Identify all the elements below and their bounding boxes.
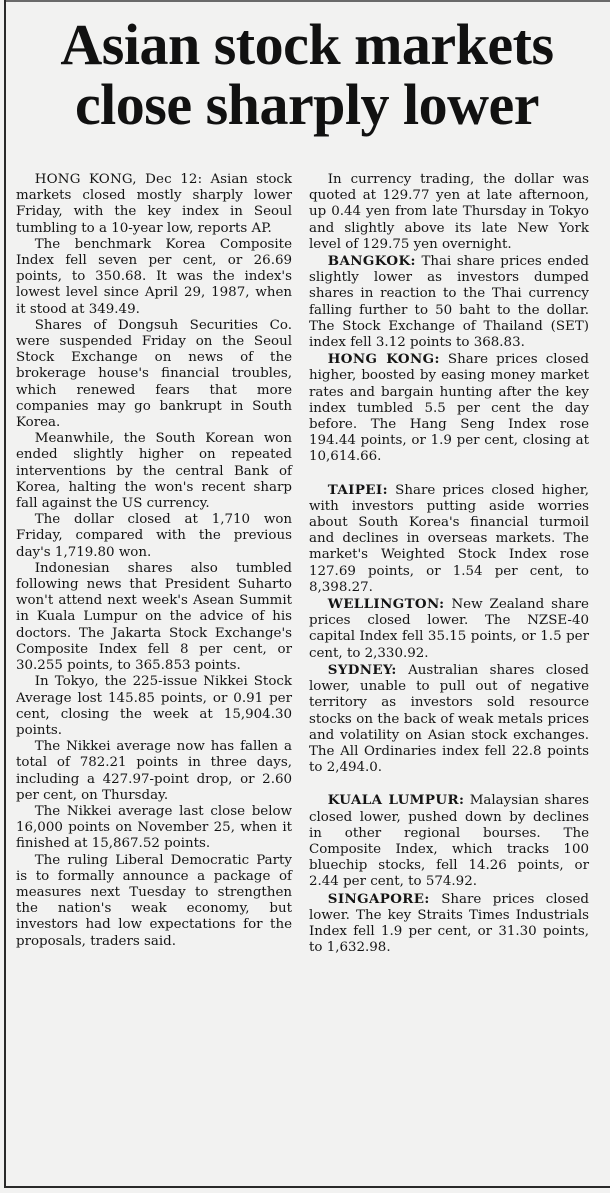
market-report-singapore: [309, 891, 589, 957]
city-label: BANGKOK:: [327, 253, 416, 270]
article-column-right: [309, 172, 589, 956]
market-report-taipei: [309, 482, 589, 596]
market-report-sydney: [309, 662, 589, 776]
market-report-hong-kong: [309, 351, 589, 465]
article-paragraph: In Tokyo, the 225-issue Nikkei Stock Average lost 145.85 points, or 0.91 per cent, closing the week at 15,904.30 points.: [16, 674, 292, 738]
article-paragraph: The dollar closed at 1,710 won Friday, compared with the previous day's 1,719.80 won.: [16, 512, 292, 560]
article-paragraph: Meanwhile, the South Korean won ended slightly higher on repeated interventions by the central Bank of Korea, halting the won's recent sharp fall against the US currency.: [16, 431, 292, 512]
paragraph-text: Asian stock markets closed mostly sharply lower Friday, with the key index in Seoul tumbling to a 10-year low, reports AP.: [16, 172, 292, 236]
bottom-border-rule: [4, 1186, 610, 1188]
paragraph-text: Malaysian shares closed lower, pushed down by declines in other regional bourses. The Composite Index, which tracks 100 bluechip stocks, fell 14.26 points, or 2.44 per cent, to 574.92.: [309, 793, 589, 890]
market-report-kuala-lumpur: [309, 792, 589, 890]
market-report-bangkok: [309, 253, 589, 351]
article-paragraph: The benchmark Korea Composite Index fell seven per cent, or 26.69 points, to 350.68. It was the index's lowest level since April 29, 1987, when it stood at 349.49.: [16, 236, 292, 317]
city-label: HONG KONG:: [327, 351, 440, 368]
paragraph-text: New Zealand share prices closed lower. The NZSE-40 capital Index fell 35.15 points, or 1.5 per cent, to 2,330.92.: [309, 597, 589, 661]
city-label: WELLINGTON:: [327, 596, 445, 613]
paragraph-text: Thai share prices ended slightly lower as investors dumped shares in reaction to the Thai currency falling further to 50 baht to the dollar. The Stock Exchange of Thailand (SET) index fell 3.12 points to 368.83.: [309, 254, 589, 351]
city-label: TAIPEI:: [327, 481, 388, 498]
paragraph-text: Share prices closed lower. The key Straits Times Industrials Index fell 1.9 per cent, or 31.30 points, to 1,632.98.: [309, 891, 589, 956]
article-paragraph: The Nikkei average now has fallen a total of 782.21 points in three days, including a 427.97-point drop, or 2.60 per cent, on Thursday.: [16, 739, 292, 803]
article-paragraph: Indonesian shares also tumbled following news that President Suharto won't attend next week's Asean Summit in Kuala Lumpur on the advice of his doctors. The Jakarta Stock Exchange's Composite Index fell 8 per cent, or 30.255 points, to 365.853 points.: [16, 560, 292, 674]
dateline: HONG KONG, Dec 12:: [34, 172, 203, 187]
article-column-left: [16, 172, 292, 950]
article-paragraph: The Nikkei average last close below 16,000 points on November 25, when it finished at 15,867.52 points.: [16, 803, 292, 852]
paragraph-text: Australian shares closed lower, unable to pull out of negative territory as investors sold resource stocks on the back of weak metals prices and volatility on Asian stock exchanges. The All Ordinaries index fell 22.8 points to 2,494.0.: [309, 662, 589, 776]
article-paragraph: [16, 172, 292, 237]
city-label: SYDNEY:: [327, 661, 397, 678]
headline-line-2: close sharply lower: [74, 72, 540, 137]
paragraph-text: Share prices closed higher, boosted by easing money market rates and bargain hunting after the key index tumbled 5.5 per cent the day before. The Hang Seng Index rose 194.44 points, or 1.9 per cent, closing at 10,614.66.: [309, 352, 589, 465]
article-paragraph: In currency trading, the dollar was quoted at 129.77 yen at late afternoon, up 0.44 yen from late Thursday in Tokyo and slightly above its late New York level of 129.75 yen overnight.: [309, 172, 589, 252]
top-border-rule: [4, 0, 610, 2]
headline-line-1: Asian stock markets: [60, 12, 554, 77]
city-label: SINGAPORE:: [327, 890, 430, 907]
paragraph-text: Share prices closed higher, with investors putting aside worries about South Korea's financial turmoil and declines in overseas markets. The market's Weighted Stock Index rose 127.69 points, or 1.54 per cent, to 8,398.27.: [309, 482, 589, 595]
city-label: KUALA LUMPUR:: [327, 792, 465, 809]
left-border-rule: [4, 0, 6, 1188]
headline: [10, 12, 604, 137]
market-report-wellington: [309, 596, 589, 662]
article-paragraph: Shares of Dongsuh Securities Co. were suspended Friday on the Seoul Stock Exchange on news of the brokerage house's financial troubles, which renewed fears that more companies may go bankrupt in South Korea.: [16, 317, 292, 431]
article-paragraph: The ruling Liberal Democratic Party is to formally announce a package of measures next Tuesday to strengthen the nation's weak economy, but investors had low expectations for the proposals, traders said.: [16, 852, 292, 949]
